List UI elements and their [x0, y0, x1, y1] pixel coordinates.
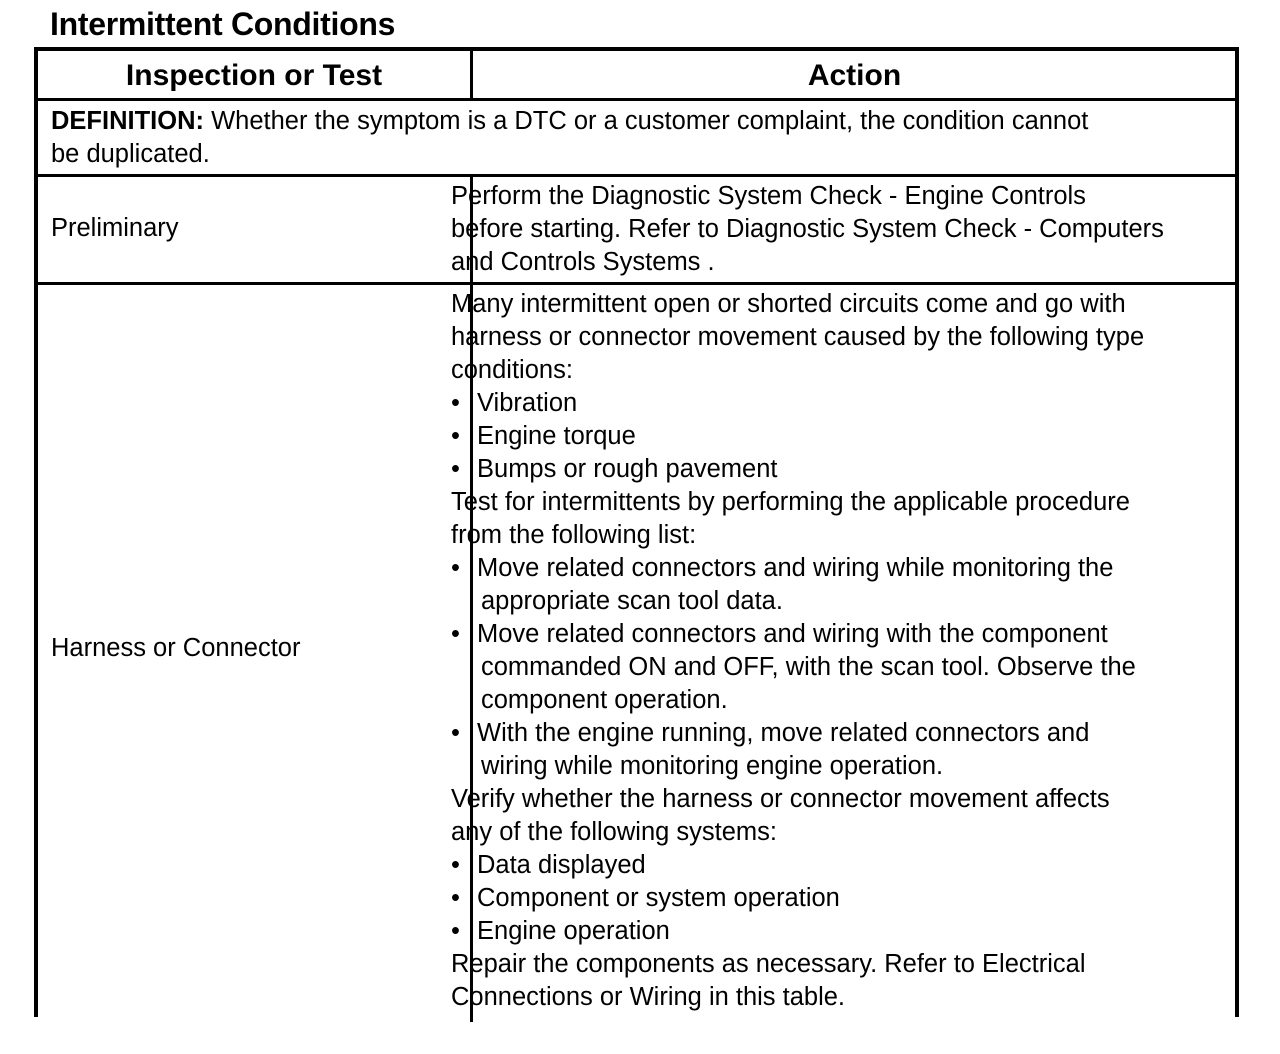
system-text: Component or system operation	[477, 884, 840, 912]
bullet: •	[451, 554, 460, 582]
condition-text: Vibration	[477, 389, 578, 417]
text-line: from the following list:	[451, 521, 697, 549]
definition-text-line2: be duplicated.	[51, 140, 210, 168]
bullet: •	[451, 851, 460, 879]
text-line: Many intermittent open or shorted circuits come and go with	[451, 290, 1126, 318]
text-line: component operation.	[481, 686, 728, 714]
inspection-preliminary: Preliminary	[51, 214, 179, 242]
bullet: •	[451, 455, 460, 483]
list-item	[451, 420, 1241, 453]
text-line: any of the following systems:	[451, 818, 777, 846]
definition-label: DEFINITION:	[51, 107, 204, 135]
text-line: and Controls Systems .	[451, 248, 715, 276]
procedure-text: With the engine running, move related connectors and	[477, 719, 1090, 747]
text-line: before starting. Refer to Diagnostic System Check - Computers	[451, 215, 1164, 243]
text-line: appropriate scan tool data.	[481, 587, 783, 615]
list-item	[451, 552, 1241, 585]
text-line: commanded ON and OFF, with the scan tool. Observe the	[481, 653, 1136, 681]
definition-text-line1: Whether the symptom is a DTC or a customer complaint, the condition cannot	[204, 107, 1089, 135]
bullet: •	[451, 884, 460, 912]
text-line: Test for intermittents by performing the applicable procedure	[451, 488, 1130, 516]
list-item	[451, 717, 1241, 750]
condition-text: Bumps or rough pavement	[477, 455, 778, 483]
action-preliminary	[451, 180, 1241, 279]
text-line: harness or connector movement caused by the following type	[451, 323, 1145, 351]
bullet: •	[451, 719, 460, 747]
action-harness-connector	[451, 288, 1241, 1014]
list-item	[451, 453, 1241, 486]
row-divider	[38, 174, 1235, 177]
intermittent-conditions-table	[34, 47, 1239, 1017]
list-item	[451, 915, 1241, 948]
page-title: Intermittent Conditions	[50, 6, 396, 42]
system-text: Engine operation	[477, 917, 670, 945]
definition-cell	[51, 105, 1221, 171]
text-line: conditions:	[451, 356, 573, 384]
system-text: Data displayed	[477, 851, 646, 879]
row-divider	[38, 98, 1235, 101]
text-line: Repair the components as necessary. Refer to Electrical	[451, 950, 1086, 978]
bullet: •	[451, 917, 460, 945]
text-line: Verify whether the harness or connector movement affects	[451, 785, 1110, 813]
condition-text: Engine torque	[477, 422, 636, 450]
column-divider	[470, 51, 473, 98]
text-line: Perform the Diagnostic System Check - Engine Controls	[451, 182, 1086, 210]
list-item	[451, 387, 1241, 420]
bullet: •	[451, 620, 460, 648]
list-item	[451, 882, 1241, 915]
header-action: Action	[807, 59, 902, 92]
procedure-text: Move related connectors and wiring with the component	[477, 620, 1108, 648]
list-item	[451, 849, 1241, 882]
text-line: Connections or Wiring in this table.	[451, 983, 846, 1011]
list-item	[451, 618, 1241, 651]
inspection-harness-connector: Harness or Connector	[51, 634, 301, 662]
row-divider	[38, 282, 1235, 285]
procedure-text: Move related connectors and wiring while monitoring the	[477, 554, 1114, 582]
bullet: •	[451, 389, 460, 417]
header-inspection: Inspection or Test	[125, 59, 383, 92]
text-line: wiring while monitoring engine operation.	[481, 752, 944, 780]
bullet: •	[451, 422, 460, 450]
